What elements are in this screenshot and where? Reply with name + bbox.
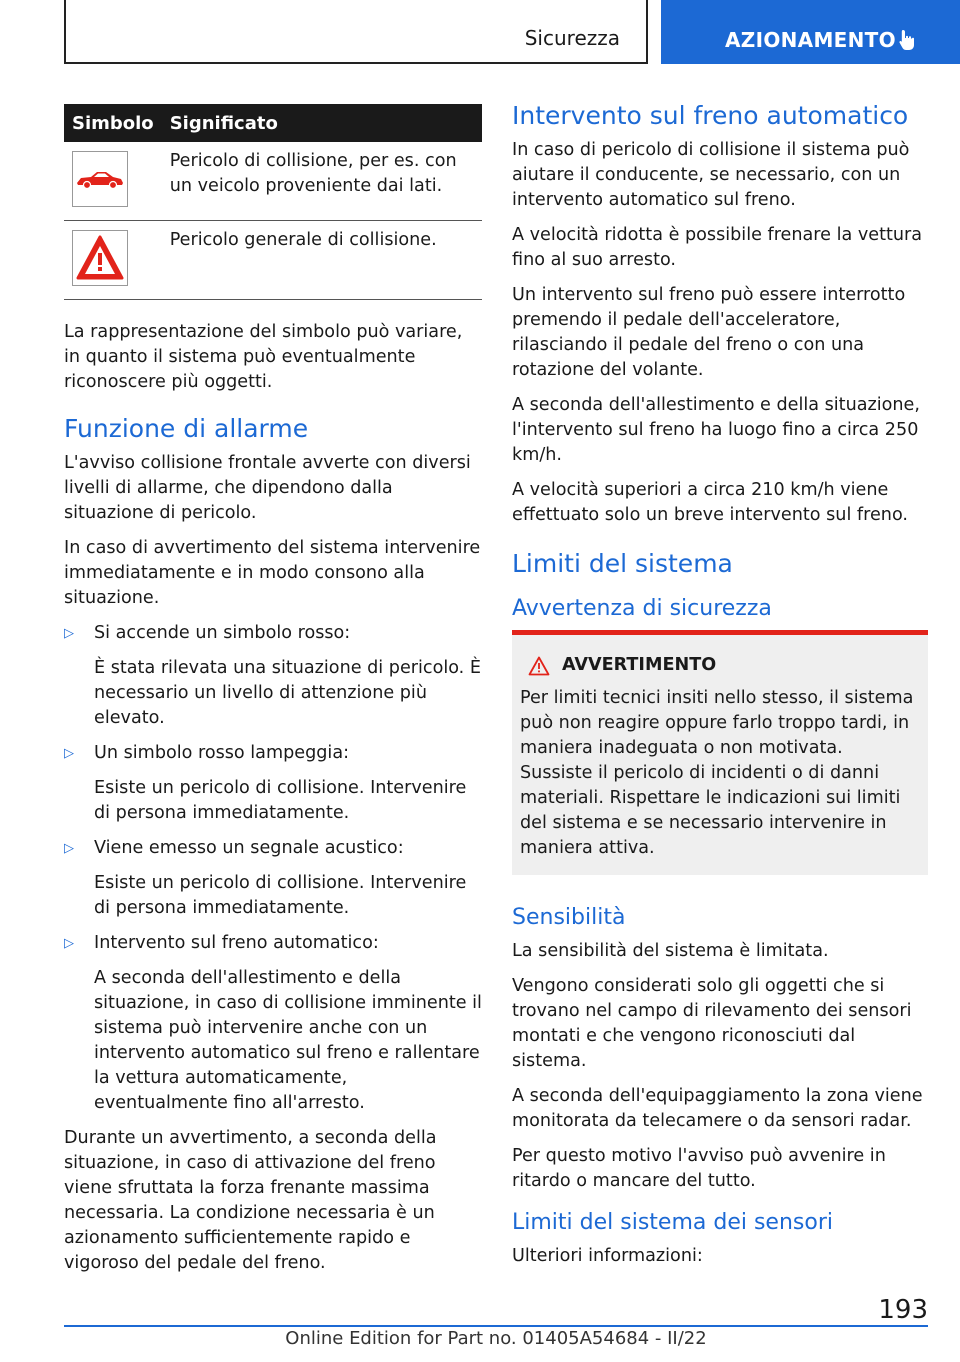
paragraph: A seconda dell'equipaggiamento la zona viene monitorata da telecamere o da sensori radar. [512, 1086, 923, 1131]
header-tab[interactable] [661, 0, 960, 64]
heading-intervento-freno: Intervento sul freno automatico [512, 101, 909, 130]
bullet-triangle-icon: ▷ [64, 746, 74, 761]
warning-box [512, 630, 928, 875]
table-meaning-1: Pericolo di collisione, per es. con un veicolo proveniente dai lati. [162, 142, 482, 221]
list-item [64, 741, 482, 826]
paragraph: Un intervento sul freno può essere interrotto premendo il pedale dell'acceleratore, rilasciando il pedale del freno o con una rotazione del volante. [512, 285, 906, 380]
left-column [64, 104, 482, 1286]
list-item [64, 931, 482, 1116]
paragraph: A velocità superiori a circa 210 km/h viene effettuato solo un breve intervento sul freno. [512, 480, 908, 525]
warning-triangle-icon [72, 230, 128, 286]
intro-paragraph: La rappresentazione del simbolo può variare, in quanto il sistema può eventualmente riconoscere più oggetti. [64, 322, 463, 392]
table-meaning-2: Pericolo generale di collisione. [162, 221, 482, 300]
paragraph: In caso di avvertimento del sistema intervenire immediatamente e in modo consono alla situazione. [64, 538, 481, 608]
page-number: 193 [878, 1295, 928, 1325]
paragraph: Ulteriori informazioni: [512, 1246, 703, 1266]
warning-triangle-icon [528, 656, 550, 676]
bullet-triangle-icon: ▷ [64, 626, 74, 641]
warning-text: Per limiti tecnici insiti nello stesso, il sistema può non reagire oppure farlo troppo tardi, in maniera inadeguata o non motivata. Sussiste il pericolo di incidenti o di danni materiali. Rispettare le indicazioni sui limiti del sistema e se necessario intervenire in maniera attiva. [520, 688, 914, 858]
paragraph: La sensibilità del sistema è limitata. [512, 941, 829, 961]
footer-divider [64, 1325, 928, 1327]
paragraph: A velocità ridotta è possibile frenare la vettura fino al suo arresto. [512, 225, 923, 270]
warning-title: AVVERTIMENTO [562, 655, 717, 675]
paragraph: In caso di pericolo di collisione il sistema può aiutare il conducente, se necessario, con un intervento automatico sul freno. [512, 140, 910, 210]
heading-funzione-allarme: Funzione di allarme [64, 414, 309, 443]
paragraph: L'avviso collisione frontale avverte con diversi livelli di allarme, che dipendono dalla situazione di pericolo. [64, 453, 471, 523]
list-item [64, 836, 482, 921]
list-item-title: Intervento sul freno automatico: [94, 933, 379, 953]
list-item-text: Esiste un pericolo di collisione. Intervenire di persona immediatamente. [94, 778, 467, 823]
right-column [512, 100, 928, 1279]
table-header-symbol: Simbolo [64, 104, 162, 142]
heading-limiti-sensori: Limiti del sistema dei sensori [512, 1210, 833, 1235]
paragraph: A seconda dell'allestimento e della situazione, l'intervento sul freno ha luogo fino a circa 250 km/h. [512, 395, 920, 465]
hand-pointer-icon [896, 28, 920, 52]
table-header-meaning: Significato [162, 104, 482, 142]
paragraph: Durante un avvertimento, a seconda della situazione, in caso di attivazione del freno viene sfruttata la forza frenante massima necessaria. La condizione necessaria è un azionamento sufficientemente rapido e vigoroso del pedale del freno. [64, 1128, 437, 1273]
header-section-box [64, 0, 648, 64]
heading-limiti-sistema: Limiti del sistema [512, 549, 733, 578]
bullet-triangle-icon: ▷ [64, 936, 74, 951]
table-row [64, 142, 482, 221]
bullet-triangle-icon: ▷ [64, 841, 74, 856]
list-item-text: È stata rilevata una situazione di pericolo. È necessario un livello di attenzione più elevato. [94, 658, 481, 728]
footer-edition: Online Edition for Part no. 01405A54684 - II/22 [285, 1328, 707, 1349]
header-section-title: Sicurezza [524, 26, 620, 50]
paragraph: Vengono considerati solo gli oggetti che si trovano nel campo di rilevamento dei sensori montati e che vengono riconosciuti dal sistema. [512, 976, 912, 1071]
car-collision-icon [72, 151, 128, 207]
alarm-level-list [64, 621, 482, 1116]
list-item-text: A seconda dell'allestimento e della situazione, in caso di collisione imminente il sistema può intervenire anche con un intervento automatico sul freno e rallentare la vettura automaticamente, eventualmente fino all'arresto. [94, 968, 482, 1113]
list-item-title: Viene emesso un segnale acustico: [94, 838, 404, 858]
heading-avvertenza: Avvertenza di sicurezza [512, 596, 772, 621]
list-item-text: Esiste un pericolo di collisione. Intervenire di persona immediatamente. [94, 873, 467, 918]
paragraph: Per questo motivo l'avviso può avvenire in ritardo o mancare del tutto. [512, 1146, 886, 1191]
table-row [64, 221, 482, 300]
list-item [64, 621, 482, 731]
heading-sensibilita: Sensibilità [512, 905, 626, 930]
list-item-title: Un simbolo rosso lampeggia: [94, 743, 350, 763]
header-tab-label: AZIONAMENTO [725, 28, 896, 52]
symbol-table [64, 104, 482, 300]
list-item-title: Si accende un simbolo rosso: [94, 623, 351, 643]
